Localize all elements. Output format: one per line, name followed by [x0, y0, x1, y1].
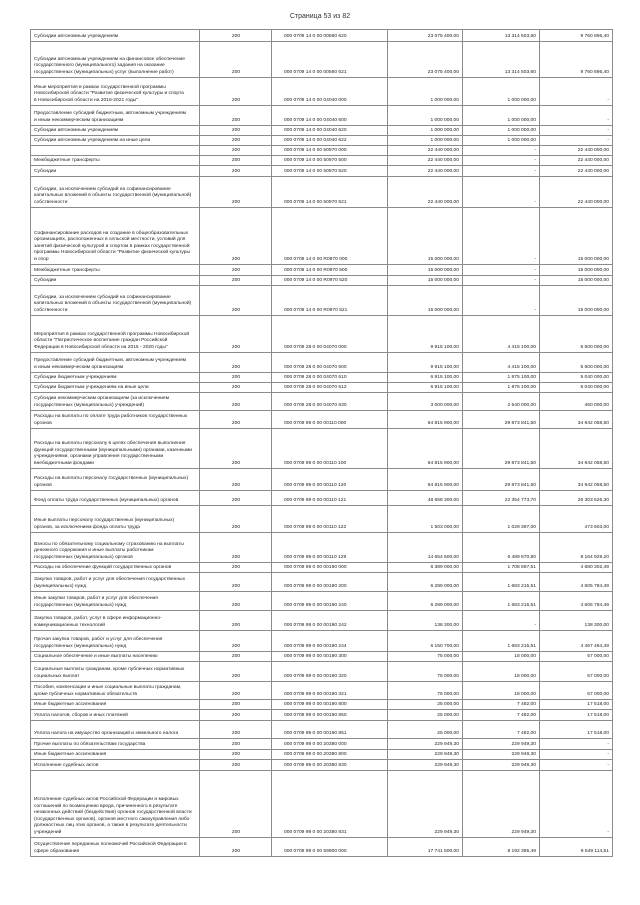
row-amount-2: -: [463, 286, 540, 315]
row-amount-3: 15 000 000,00: [540, 286, 613, 315]
row-line-code: 200: [200, 177, 272, 207]
row-budget-code: 000 0709 14 0 00 00560 620: [272, 30, 388, 41]
row-amount-2: -: [463, 146, 540, 155]
row-budget-code: 000 0709 99 0 00 20380 830: [272, 760, 388, 770]
row-line-code: 200: [200, 156, 272, 165]
row-line-code: 200: [200, 316, 272, 352]
row-line-code: 200: [200, 126, 272, 135]
row-description: [31, 146, 200, 155]
row-description: Субсидии бюджетным учреждениям: [31, 373, 200, 382]
table-row: [31, 429, 613, 469]
row-budget-code: 000 0709 99 0 00 00190 800: [272, 700, 388, 709]
row-amount-2: 229 949,30: [463, 750, 540, 759]
row-amount-1: 48 658 300,00: [388, 491, 463, 505]
row-description: Пособия, компенсации и иные социальные выплаты гражданам, кроме публичных нормативных обязательств: [31, 682, 200, 699]
row-budget-code: 000 0709 14 0 00 R0970 000: [272, 208, 388, 264]
row-amount-3: 8 164 929,20: [540, 533, 613, 562]
row-amount-1: 75 000,00: [388, 652, 463, 661]
row-line-code: 200: [200, 563, 272, 572]
row-amount-2: 1 000 000,00: [463, 126, 540, 135]
row-amount-2: 18 000,00: [463, 682, 540, 699]
row-description: Осуществление переданных полномочий Российской Федерации в сфере образования: [31, 838, 200, 856]
row-amount-2: 18 000,00: [463, 662, 540, 681]
row-amount-3: -: [540, 739, 613, 749]
row-amount-3: 4 467 484,49: [540, 631, 613, 651]
table-row: [31, 106, 613, 126]
table-row: [31, 771, 613, 838]
row-line-code: 200: [200, 592, 272, 610]
row-amount-1: 1 000 000,00: [388, 106, 463, 125]
row-amount-2: -: [463, 156, 540, 165]
row-amount-3: 26 303 526,30: [540, 491, 613, 505]
row-line-code: 200: [200, 721, 272, 738]
row-budget-code: 000 0709 99 0 00 20380 000: [272, 739, 388, 749]
row-amount-1: 138 300,00: [388, 611, 463, 630]
table-row: [31, 30, 613, 42]
row-description: Иные бюджетные ассигнования: [31, 700, 200, 709]
budget-execution-table: [30, 29, 613, 857]
row-amount-2: -: [463, 177, 540, 207]
row-amount-1: 229 949,30: [388, 760, 463, 770]
row-line-code: 200: [200, 771, 272, 837]
row-description: Субсидии автономным учреждениям на иные цели: [31, 136, 200, 145]
row-budget-code: 000 0709 28 0 00 04070 630: [272, 393, 388, 410]
row-budget-code: 000 0709 99 0 00 00110 120: [272, 469, 388, 490]
row-description: Социальное обеспечение и иные выплаты населению: [31, 652, 200, 661]
row-budget-code: 000 0709 99 0 00 00190 300: [272, 652, 388, 661]
row-amount-3: 34 942 058,50: [540, 429, 613, 468]
row-amount-1: 64 815 900,00: [388, 469, 463, 490]
row-line-code: 200: [200, 469, 272, 490]
table-row: [31, 78, 613, 106]
table-row: [31, 652, 613, 662]
row-amount-2: -: [463, 265, 540, 275]
row-budget-code: 000 0709 99 0 00 00190 851: [272, 721, 388, 738]
table-row: [31, 662, 613, 682]
row-amount-1: 9 915 100,00: [388, 353, 463, 372]
row-budget-code: 000 0709 14 0 00 04040 600: [272, 106, 388, 125]
table-row: [31, 166, 613, 177]
table-row: [31, 592, 613, 611]
row-description: Предоставление субсидий бюджетным, автономным учреждениям и иным некоммерческим организациям: [31, 353, 200, 372]
row-description: Субсидии: [31, 276, 200, 285]
row-description: Иные мероприятия в рамках государственной программы Новосибирской области "Развитие физической культуры и спорта в Новосибирской области на 2016-2021 годы": [31, 78, 200, 105]
row-amount-3: 5 040 000,00: [540, 383, 613, 392]
row-amount-3: 9 760 896,40: [540, 42, 613, 77]
row-description: Расходы на выплаты персоналу государственных (муниципальных) органов: [31, 469, 200, 490]
row-budget-code: 000 0709 14 0 00 50970 521: [272, 177, 388, 207]
row-amount-3: 9 760 896,40: [540, 30, 613, 41]
row-line-code: 200: [200, 276, 272, 285]
table-row: [31, 353, 613, 373]
row-line-code: 200: [200, 353, 272, 372]
row-amount-3: 460 000,00: [540, 393, 613, 410]
row-amount-2: -: [463, 166, 540, 176]
row-line-code: 200: [200, 42, 272, 77]
row-amount-2: 29 873 841,50: [463, 469, 540, 490]
row-line-code: 200: [200, 611, 272, 630]
row-amount-1: 25 000,00: [388, 721, 463, 738]
row-description: Субсидии, за исключением субсидий на софинансирование капитальных вложений в объекты государственной (муниципальной) собственности: [31, 177, 200, 207]
table-row: [31, 838, 613, 857]
table-row: [31, 383, 613, 393]
row-budget-code: 000 0709 99 0 00 20380 831: [272, 771, 388, 837]
row-amount-3: 57 000,00: [540, 652, 613, 661]
row-budget-code: 000 0709 99 0 00 00190 240: [272, 592, 388, 610]
row-amount-1: 1 503 000,00: [388, 506, 463, 532]
row-amount-3: 22 440 000,00: [540, 177, 613, 207]
row-amount-2: 4 415 100,00: [463, 316, 540, 352]
table-row: [31, 411, 613, 429]
row-description: Субсидии: [31, 166, 200, 176]
row-description: Взносы по обязательному социальному страхованию на выплаты денежного содержания и иные выплаты работникам государственных (муниципальных) органов: [31, 533, 200, 562]
row-amount-2: 229 949,30: [463, 760, 540, 770]
table-row: [31, 631, 613, 652]
row-amount-3: -: [540, 750, 613, 759]
row-amount-2: 1 000 000,00: [463, 136, 540, 145]
row-amount-1: 23 075 400,00: [388, 42, 463, 77]
row-budget-code: 000 0709 99 0 00 00190 242: [272, 611, 388, 630]
row-line-code: 200: [200, 662, 272, 681]
row-description: Прочая закупка товаров, работ и услуг для обеспечения государственных (муниципальных) нужд: [31, 631, 200, 651]
row-amount-2: 7 482,00: [463, 710, 540, 720]
row-amount-1: 14 654 600,00: [388, 533, 463, 562]
row-amount-3: 22 440 000,00: [540, 156, 613, 165]
row-amount-3: 473 603,00: [540, 506, 613, 532]
row-amount-1: 64 815 900,00: [388, 429, 463, 468]
row-amount-1: 64 815 900,00: [388, 411, 463, 428]
row-amount-2: 1 875 100,00: [463, 373, 540, 382]
row-description: Исполнение судебных актов Российской Федерации и мировых соглашений по возмещению вреда, причиненного в результате незаконных действий (бездействия) органов государственной власти (государственных органов), органов местного самоуправления либо должностных лиц этих органов, а также в результате деятельности учреждений: [31, 771, 200, 837]
row-amount-3: 34 942 058,50: [540, 469, 613, 490]
row-amount-1: 6 915 100,00: [388, 383, 463, 392]
row-amount-1: 6 289 000,00: [388, 592, 463, 610]
row-line-code: 200: [200, 750, 272, 759]
row-amount-3: 22 440 000,00: [540, 146, 613, 155]
row-amount-2: 1 683 215,51: [463, 592, 540, 610]
row-amount-1: 15 000 000,00: [388, 276, 463, 285]
row-description: Расходы на обеспечение функций государственных органов: [31, 563, 200, 572]
row-description: Межбюджетные трансферты: [31, 265, 200, 275]
row-line-code: 200: [200, 373, 272, 382]
row-amount-1: 22 440 000,00: [388, 146, 463, 155]
row-amount-1: 229 949,30: [388, 750, 463, 759]
row-amount-3: 4 680 302,49: [540, 563, 613, 572]
row-description: Мероприятия в рамках государственной программы Новосибирской области "Патриотическое воспитание граждан Российской Федерации в Новосибирской области на 2015 - 2020 годы": [31, 316, 200, 352]
row-budget-code: 000 0709 99 0 00 00190 200: [272, 573, 388, 591]
row-description: Закупка товаров, работ, услуг в сфере информационно- коммуникационных технологий: [31, 611, 200, 630]
row-description: Софинансирование расходов на создание в общеобразовательных организациях, расположенных в сельской местности, условий для занятий физической культурой и спортом в рамках государственной программы Новосибирской области "Развитие физической культуры и спор: [31, 208, 200, 264]
row-amount-1: 1 000 000,00: [388, 136, 463, 145]
row-line-code: 200: [200, 411, 272, 428]
row-description: Исполнение судебных актов: [31, 760, 200, 770]
row-amount-3: 9 549 114,51: [540, 838, 613, 856]
row-amount-1: 17 741 500,00: [388, 838, 463, 856]
row-budget-code: 000 0709 14 0 00 R0970 520: [272, 276, 388, 285]
row-amount-1: 9 915 100,00: [388, 316, 463, 352]
row-amount-3: 4 605 784,49: [540, 573, 613, 591]
row-budget-code: 000 0709 99 0 00 20380 800: [272, 750, 388, 759]
table-row: [31, 750, 613, 760]
table-row: [31, 42, 613, 78]
row-amount-3: 15 000 000,00: [540, 208, 613, 264]
row-description: Социальные выплаты гражданам, кроме публичных нормативных социальных выплат: [31, 662, 200, 681]
row-amount-2: 1 000 000,00: [463, 78, 540, 105]
row-budget-code: 000 0709 99 0 00 00110 100: [272, 429, 388, 468]
row-amount-1: 15 000 000,00: [388, 265, 463, 275]
row-description: Субсидии автономным учреждениям на финансовое обеспечение государственного (муниципального) задания на оказание государственных (муниципальных) услуг (выполнение работ): [31, 42, 200, 77]
row-line-code: 200: [200, 652, 272, 661]
row-description: Иные бюджетные ассигнования: [31, 750, 200, 759]
row-amount-2: 6 489 670,80: [463, 533, 540, 562]
row-budget-code: 000 0709 99 0 00 00110 000: [272, 411, 388, 428]
row-budget-code: 000 0709 14 0 00 50970 000: [272, 146, 388, 155]
row-budget-code: 000 0709 99 0 00 00190 320: [272, 662, 388, 681]
row-amount-2: -: [463, 276, 540, 285]
table-row: [31, 469, 613, 491]
row-line-code: 200: [200, 393, 272, 410]
table-row: [31, 146, 613, 156]
row-line-code: 200: [200, 106, 272, 125]
row-amount-1: 22 440 000,00: [388, 156, 463, 165]
row-description: Субсидии автономным учреждениям: [31, 126, 200, 135]
row-description: Прочие выплаты по обязательствам государства: [31, 739, 200, 749]
row-amount-3: -: [540, 126, 613, 135]
row-amount-2: -: [463, 208, 540, 264]
row-line-code: 200: [200, 383, 272, 392]
row-line-code: 200: [200, 78, 272, 105]
row-description: Субсидии некоммерческим организациям (за исключением государственных (муниципальных) учреждений): [31, 393, 200, 410]
row-amount-2: 1 000 000,00: [463, 106, 540, 125]
row-budget-code: 000 0709 99 0 00 00190 321: [272, 682, 388, 699]
row-line-code: 200: [200, 136, 272, 145]
row-amount-1: 22 440 000,00: [388, 177, 463, 207]
row-amount-1: 1 000 000,00: [388, 126, 463, 135]
row-line-code: 200: [200, 700, 272, 709]
row-amount-1: 6 915 100,00: [388, 373, 463, 382]
row-amount-2: 18 000,00: [463, 652, 540, 661]
row-amount-3: 15 000 000,00: [540, 265, 613, 275]
row-description: Закупка товаров, работ и услуг для обеспечения государственных (муниципальных) нужд: [31, 573, 200, 591]
table-row: [31, 393, 613, 411]
page-number-header: Страница 53 из 82: [289, 13, 351, 20]
row-amount-2: 29 873 841,50: [463, 429, 540, 468]
row-amount-3: 57 000,00: [540, 662, 613, 681]
row-budget-code: 000 0709 99 0 00 59900 000: [272, 838, 388, 856]
table-row: [31, 533, 613, 563]
row-amount-1: 23 075 400,00: [388, 30, 463, 41]
row-amount-1: 1 000 000,00: [388, 78, 463, 105]
row-budget-code: 000 0709 14 0 00 00560 621: [272, 42, 388, 77]
row-amount-3: 15 000 000,00: [540, 276, 613, 285]
table-row: [31, 739, 613, 750]
row-amount-2: 1 683 215,51: [463, 573, 540, 591]
row-line-code: 200: [200, 146, 272, 155]
row-line-code: 200: [200, 429, 272, 468]
row-amount-1: 22 440 000,00: [388, 166, 463, 176]
row-budget-code: 000 0709 14 0 00 R0970 521: [272, 286, 388, 315]
row-budget-code: 000 0709 14 0 00 04040 000: [272, 78, 388, 105]
row-amount-3: 17 518,00: [540, 700, 613, 709]
table-row: [31, 286, 613, 316]
row-line-code: 200: [200, 166, 272, 176]
row-line-code: 200: [200, 533, 272, 562]
row-line-code: 200: [200, 573, 272, 591]
row-amount-1: 15 000 000,00: [388, 208, 463, 264]
table-row: [31, 506, 613, 533]
row-line-code: 200: [200, 739, 272, 749]
row-amount-2: 1 683 215,51: [463, 631, 540, 651]
row-budget-code: 000 0709 99 0 00 00190 000: [272, 563, 388, 572]
row-description: Иные закупки товаров, работ и услуг для обеспечения государственных (муниципальных) нужд: [31, 592, 200, 610]
row-line-code: 200: [200, 631, 272, 651]
table-row: [31, 491, 613, 506]
row-description: Уплата налога на имущество организаций и земельного налога: [31, 721, 200, 738]
table-row: [31, 760, 613, 771]
row-line-code: 200: [200, 838, 272, 856]
row-amount-3: 34 942 058,50: [540, 411, 613, 428]
row-budget-code: 000 0709 99 0 00 00110 129: [272, 533, 388, 562]
row-amount-3: -: [540, 106, 613, 125]
row-description: Расходы на выплаты персоналу в целях обеспечения выполнения функций государственными (муниципальными) органами, казенными учреждениями, органами управления государственными внебюджетными фондами: [31, 429, 200, 468]
row-budget-code: 000 0709 99 0 00 00110 121: [272, 491, 388, 505]
row-description: Субсидии автономным учреждениям: [31, 30, 200, 41]
row-budget-code: 000 0709 14 0 00 50970 500: [272, 156, 388, 165]
table-row: [31, 721, 613, 739]
table-row: [31, 700, 613, 710]
row-budget-code: 000 0709 99 0 00 00190 850: [272, 710, 388, 720]
row-budget-code: 000 0709 28 0 00 04070 000: [272, 316, 388, 352]
row-description: Фонд оплаты труда государственных (муниципальных) органов: [31, 491, 200, 505]
row-amount-3: 4 605 784,49: [540, 592, 613, 610]
row-budget-code: 000 0709 28 0 00 04070 600: [272, 353, 388, 372]
row-amount-1: 25 000,00: [388, 700, 463, 709]
row-amount-3: 5 500 000,00: [540, 316, 613, 352]
row-budget-code: 000 0709 28 0 00 04070 612: [272, 383, 388, 392]
row-amount-3: 5 040 000,00: [540, 373, 613, 382]
row-amount-3: 138 300,00: [540, 611, 613, 630]
row-amount-2: 1 029 397,00: [463, 506, 540, 532]
row-amount-2: 7 482,00: [463, 700, 540, 709]
row-amount-1: 229 949,30: [388, 771, 463, 837]
row-line-code: 200: [200, 682, 272, 699]
row-description: Уплата налогов, сборов и иных платежей: [31, 710, 200, 720]
row-amount-1: 75 000,00: [388, 662, 463, 681]
table-row: [31, 126, 613, 136]
row-amount-1: 15 000 000,00: [388, 286, 463, 315]
table-row: [31, 611, 613, 631]
row-amount-2: 4 415 100,00: [463, 353, 540, 372]
table-row: [31, 710, 613, 721]
table-row: [31, 136, 613, 146]
row-amount-3: 22 440 000,00: [540, 166, 613, 176]
row-budget-code: 000 0709 14 0 00 50970 520: [272, 166, 388, 176]
row-description: Субсидии бюджетным учреждениям на иные цели: [31, 383, 200, 392]
table-row: [31, 276, 613, 286]
row-amount-2: 13 314 503,60: [463, 30, 540, 41]
row-line-code: 200: [200, 208, 272, 264]
row-line-code: 200: [200, 760, 272, 770]
row-amount-3: 5 500 000,00: [540, 353, 613, 372]
row-amount-1: 6 389 000,00: [388, 563, 463, 572]
row-description: Межбюджетные трансферты: [31, 156, 200, 165]
row-budget-code: 000 0709 14 0 00 04040 620: [272, 126, 388, 135]
row-amount-1: 75 000,00: [388, 682, 463, 699]
row-amount-3: 17 518,00: [540, 721, 613, 738]
row-line-code: 200: [200, 506, 272, 532]
row-amount-3: 17 518,00: [540, 710, 613, 720]
row-amount-1: 25 000,00: [388, 710, 463, 720]
row-amount-2: 2 540 000,00: [463, 393, 540, 410]
table-row: [31, 563, 613, 573]
row-amount-3: -: [540, 771, 613, 837]
table-row: [31, 265, 613, 276]
row-amount-2: -: [463, 611, 540, 630]
row-line-code: 200: [200, 30, 272, 41]
row-amount-2: 29 873 841,50: [463, 411, 540, 428]
row-amount-2: 22 354 773,70: [463, 491, 540, 505]
row-budget-code: 000 0709 99 0 00 00110 122: [272, 506, 388, 532]
row-amount-3: 57 000,00: [540, 682, 613, 699]
row-amount-3: -: [540, 760, 613, 770]
row-amount-2: 1 875 100,00: [463, 383, 540, 392]
row-line-code: 200: [200, 491, 272, 505]
table-row: [31, 373, 613, 383]
table-row: [31, 208, 613, 265]
row-amount-3: -: [540, 78, 613, 105]
row-budget-code: 000 0709 14 0 00 04040 622: [272, 136, 388, 145]
row-amount-1: 6 150 700,00: [388, 631, 463, 651]
table-row: [31, 573, 613, 592]
row-description: Предоставление субсидий бюджетным, автономным учреждениям и иным некоммерческим организациям: [31, 106, 200, 125]
row-description: Субсидии, за исключением субсидий на софинансирование капитальных вложений в объекты государственной (муниципальной) собственности: [31, 286, 200, 315]
row-budget-code: 000 0709 14 0 00 R0970 500: [272, 265, 388, 275]
row-description: Иные выплаты персоналу государственных (муниципальных) органов, за исключением фонда оплаты труда: [31, 506, 200, 532]
row-amount-2: 1 708 697,51: [463, 563, 540, 572]
row-amount-2: 229 949,30: [463, 739, 540, 749]
row-amount-1: 3 000 000,00: [388, 393, 463, 410]
row-line-code: 200: [200, 265, 272, 275]
table-row: [31, 316, 613, 353]
row-description: Расходы на выплаты по оплате труда работников государственных органов: [31, 411, 200, 428]
row-amount-2: 8 192 385,49: [463, 838, 540, 856]
row-amount-1: 6 289 000,00: [388, 573, 463, 591]
row-amount-2: 7 482,00: [463, 721, 540, 738]
table-row: [31, 156, 613, 166]
row-amount-1: 229 949,30: [388, 739, 463, 749]
row-amount-2: 13 314 503,60: [463, 42, 540, 77]
row-line-code: 200: [200, 286, 272, 315]
table-row: [31, 177, 613, 208]
table-row: [31, 682, 613, 700]
row-budget-code: 000 0709 28 0 00 04070 610: [272, 373, 388, 382]
row-amount-2: 229 949,30: [463, 771, 540, 837]
row-amount-3: -: [540, 136, 613, 145]
row-line-code: 200: [200, 710, 272, 720]
row-budget-code: 000 0709 99 0 00 00190 244: [272, 631, 388, 651]
